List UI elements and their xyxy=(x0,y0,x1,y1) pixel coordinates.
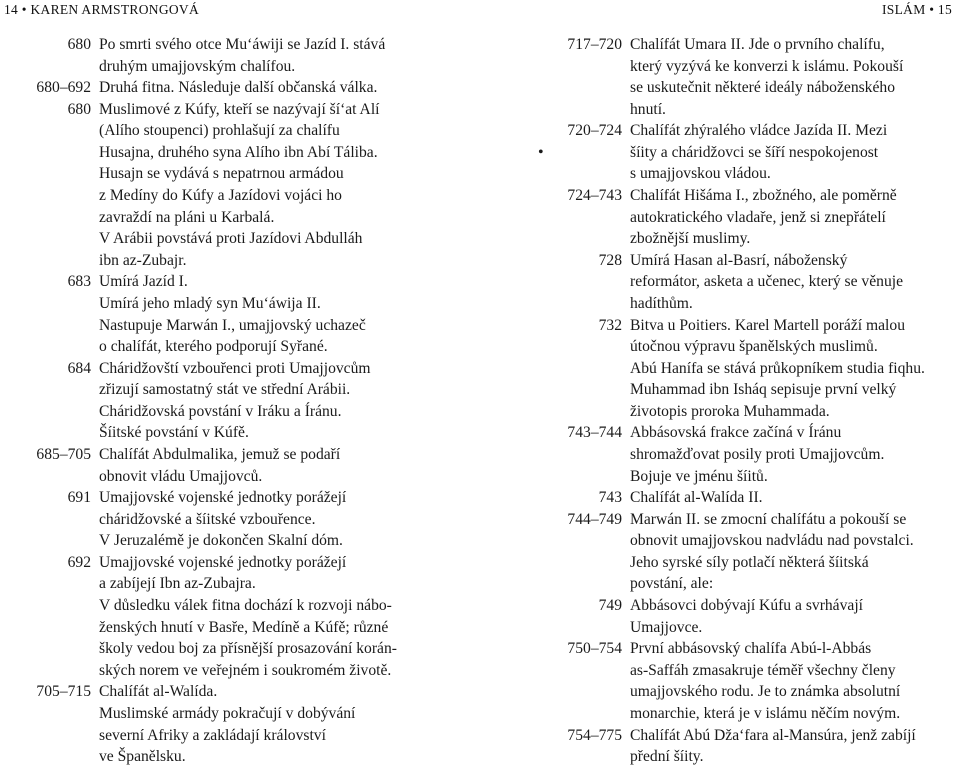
entry-line: Cháridžovská povstání v Iráku a Íránu. xyxy=(99,402,342,420)
entry-line: severní Afriky a zakládají království xyxy=(99,726,326,744)
entry-line: šíity a cháridžovci se šíří nespokojenost xyxy=(630,143,879,161)
entry-line: Umajjovské vojenské jednotky porážejí xyxy=(99,489,347,507)
timeline-entry xyxy=(4,358,444,444)
entry-line: obnovit umajjovskou nadvládu nad povstalci. xyxy=(630,532,914,550)
timeline-entry xyxy=(562,34,958,120)
entry-line: Chalífát Umara II. Jde o prvního chalífu, xyxy=(630,36,885,53)
entry-line: životopis proroka Muhammada. xyxy=(630,402,830,420)
entry-text xyxy=(630,185,958,250)
timeline-entry xyxy=(562,250,958,315)
entry-text xyxy=(99,34,444,77)
entry-year: 749 xyxy=(598,597,622,615)
entry-year: 750–754 xyxy=(567,640,622,658)
entry-line: Bitva u Poitiers. Karel Martell poráží malou xyxy=(630,316,905,334)
entry-text xyxy=(99,681,444,767)
right-column xyxy=(562,34,958,768)
entry-line: Muslimské armády pokračují v dobývání xyxy=(99,704,356,722)
timeline-entry xyxy=(4,444,444,487)
timeline-entry xyxy=(4,271,444,357)
entry-text xyxy=(99,77,444,99)
entry-text xyxy=(630,595,958,638)
entry-line: Abbásovci dobývají Kúfu a svrhávají xyxy=(630,597,863,615)
entry-text xyxy=(630,422,958,487)
entry-line: Chalífát al-Walída. xyxy=(99,683,218,701)
entry-line: se uskutečnit některé ideály náboženského xyxy=(630,79,895,97)
entry-line: Umírá jeho mladý syn Mu‘áwija II. xyxy=(99,294,321,312)
entry-line: zbožnější muslimy. xyxy=(630,230,751,248)
entry-line: Cháridžovští vzbouřenci proti Umajjovcům xyxy=(99,359,371,377)
running-header-right: ISLÁM • 15 xyxy=(882,2,952,17)
entry-text xyxy=(630,638,958,724)
timeline-entry xyxy=(4,77,444,99)
entry-line: Husajna, druhého syna Alího ibn Abí Táliba. xyxy=(99,143,378,161)
entry-year: 692 xyxy=(67,553,91,571)
entry-line: Umírá Hasan al-Basrí, náboženský xyxy=(630,251,848,269)
entry-line: Chalífát Abú Dža‘fara al-Mansúra, jenž zabíjí xyxy=(630,726,916,744)
entry-year: 728 xyxy=(598,251,622,269)
entry-line: přední šíity. xyxy=(630,748,704,766)
entry-text xyxy=(99,552,444,681)
timeline-entry xyxy=(562,422,958,487)
entry-line: Abú Hanífa se stává průkopníkem studia fiqhu. xyxy=(630,359,925,377)
entry-line: autokratického vladaře, jenž si znepřátelí xyxy=(630,208,886,226)
entry-text xyxy=(630,315,958,423)
entry-line: Husajn se vydává s nepatrnou armádou xyxy=(99,165,344,183)
entry-line: obnovit vládu Umajjovců. xyxy=(99,467,263,485)
entry-line: umajjovského rodu. Je to známka absolutní xyxy=(630,683,901,701)
entry-line: Chalífát Hišáma I., zbožného, ale poměrně xyxy=(630,187,897,205)
entry-line: Chalífát Abdulmalika, jemuž se podaří xyxy=(99,446,341,463)
entry-year: 743–744 xyxy=(567,424,622,442)
timeline-entry xyxy=(562,487,958,509)
entry-line: z Medíny do Kúfy a Jazídovi vojáci ho xyxy=(99,187,342,205)
entry-line: Umajjovské vojenské jednotky porážejí xyxy=(99,553,347,571)
entry-text xyxy=(630,725,958,768)
entry-year: 680 xyxy=(67,100,91,118)
entry-line: Bojuje ve jménu šíitů. xyxy=(630,467,768,485)
entry-line: Marwán II. se zmocní chalífátu a pokouší se xyxy=(630,510,907,528)
timeline-entry xyxy=(562,509,958,595)
entry-year: 744–749 xyxy=(567,510,622,528)
entry-line: shromažďovat posily proti Umajjovcům. xyxy=(630,445,885,463)
entry-line: Umajjovce. xyxy=(630,618,703,636)
entry-line: Umírá Jazíd I. xyxy=(99,273,188,291)
timeline-entry xyxy=(4,681,444,767)
entry-year: 680–692 xyxy=(36,79,91,97)
timeline-entry xyxy=(562,315,958,423)
entry-line: zřizují samostatný stát ve střední Arábii. xyxy=(99,381,351,399)
entry-line: V důsledku válek fitna dochází k rozvoji nábo- xyxy=(99,597,392,615)
entry-text xyxy=(99,444,444,487)
entry-year: 743 xyxy=(598,489,622,507)
entry-year: 683 xyxy=(67,273,91,291)
entry-text xyxy=(630,509,958,595)
timeline-entry xyxy=(562,120,958,185)
entry-line: V Arábii povstává proti Jazídovi Abdulláh xyxy=(99,230,363,248)
entry-line: školy vedou boj za přísnější prosazování korán- xyxy=(99,640,397,658)
entry-year: 717–720 xyxy=(567,36,622,53)
entry-line: o chalífát, kterého podporují Syřané. xyxy=(99,338,328,356)
timeline-entry xyxy=(4,34,444,77)
entry-line: as-Saffáh zmasakruje téměř všechny členy xyxy=(630,661,896,679)
entry-year: 724–743 xyxy=(567,187,622,205)
timeline-entry xyxy=(4,487,444,552)
entry-year: 685–705 xyxy=(36,446,91,463)
entry-year: 691 xyxy=(67,489,91,507)
entry-line: hadíthům. xyxy=(630,294,693,312)
stray-dot-mark: • xyxy=(538,144,544,161)
entry-line: Muslimové z Kúfy, kteří se nazývají ší‘at Alí xyxy=(99,100,380,118)
entry-line: reformátor, asketa a učenec, který se věnuje xyxy=(630,273,903,291)
timeline-entry xyxy=(562,638,958,724)
entry-line: Muhammad ibn Isháq sepisuje první velký xyxy=(630,381,897,399)
entry-line: s umajjovskou vládou. xyxy=(630,165,771,183)
entry-line: Chalífát al-Walída II. xyxy=(630,489,763,507)
entry-line: monarchie, která je v islámu něčím novým. xyxy=(630,704,901,722)
timeline-entry xyxy=(4,552,444,681)
entry-text xyxy=(630,120,958,185)
entry-text xyxy=(630,250,958,315)
entry-year: 754–775 xyxy=(567,726,622,744)
entry-line: První abbásovský chalífa Abú-l-Abbás xyxy=(630,640,872,658)
entry-text xyxy=(630,487,958,509)
timeline-entry xyxy=(562,185,958,250)
left-column xyxy=(4,34,444,768)
entry-text xyxy=(99,99,444,272)
entry-line: Abbásovská frakce začíná v Íránu xyxy=(630,424,842,442)
entry-line: druhým umajjovským chalífou. xyxy=(99,57,296,75)
entry-line: Druhá fitna. Následuje další občanská válka. xyxy=(99,79,378,97)
running-header-left: 14 • KAREN ARMSTRONGOVÁ xyxy=(4,2,200,17)
entry-line: Po smrti svého otce Mu‘áwiji se Jazíd I. stává xyxy=(99,36,386,53)
timeline-entry xyxy=(4,99,444,272)
entry-line: útočnou výpravu španělských muslimů. xyxy=(630,338,878,356)
entry-year: 720–724 xyxy=(567,122,622,140)
entry-line: zavraždí na pláni u Karbalá. xyxy=(99,208,275,226)
entry-line: cháridžovské a šíitské vzbouřence. xyxy=(99,510,316,528)
entry-line: Šíitské povstání v Kúfě. xyxy=(99,424,249,442)
entry-text xyxy=(99,271,444,357)
entry-year: 705–715 xyxy=(36,683,91,701)
entry-year: 680 xyxy=(67,36,91,53)
entry-year: 684 xyxy=(67,359,91,377)
entry-line: Nastupuje Marwán I., umajjovský uchazeč xyxy=(99,316,366,334)
entry-line: který vyzývá ke konverzi k islámu. Pokouší xyxy=(630,57,904,75)
entry-text xyxy=(99,487,444,552)
entry-line: povstání, ale: xyxy=(630,575,714,593)
entry-line: ve Španělsku. xyxy=(99,748,186,766)
entry-line: hnutí. xyxy=(630,100,666,118)
entry-line: Chalífát zhýralého vládce Jazída II. Mezi xyxy=(630,122,888,140)
entry-text xyxy=(99,358,444,444)
entry-year: 732 xyxy=(598,316,622,334)
entry-text xyxy=(630,34,958,120)
entry-line: V Jeruzalémě je dokončen Skalní dóm. xyxy=(99,532,343,550)
timeline-entry xyxy=(562,725,958,768)
entry-line: Jeho syrské síly potlačí některá šíitská xyxy=(630,553,869,571)
entry-line: ženských hnutí v Basře, Medíně a Kúfě; různé xyxy=(99,618,389,636)
entry-line: ibn az-Zubajr. xyxy=(99,251,187,269)
entry-line: (Alího stoupenci) prohlašují za chalífu xyxy=(99,122,340,140)
entry-line: ských norem ve veřejném i soukromém životě. xyxy=(99,661,392,679)
entry-line: a zabíjejí Ibn az-Zubajra. xyxy=(99,575,256,593)
timeline-entry xyxy=(562,595,958,638)
